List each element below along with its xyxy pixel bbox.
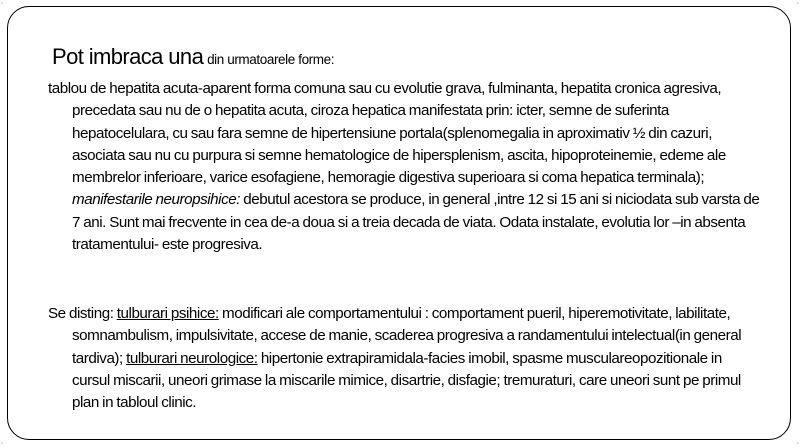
corner-mark-bottom-right: ◦ xyxy=(796,441,799,447)
paragraph-forms xyxy=(48,78,760,256)
psychic-disorders-text: modificari ale comportamentului : comportament pueril, hiperemotivitate, labilitate, somnambulism, impulsivitate, accese de manie, scaderea progresiva a randamentului intelectual(in general tardiva); xyxy=(72,305,742,367)
corner-mark-top-right: ◦ xyxy=(796,1,799,7)
corner-mark-bottom-left: ◦ xyxy=(1,441,4,447)
slide-title xyxy=(52,44,334,70)
psychic-disorders-label: tulburari psihice: xyxy=(116,305,219,322)
neuropsychic-label: manifestarile neuropsihice: xyxy=(72,191,241,209)
title-small-text: din urmatoarele forme: xyxy=(207,52,335,67)
corner-mark-top-left: ◦ xyxy=(1,1,4,7)
paragraph-symptoms-lead: Se disting: xyxy=(48,305,114,322)
neurological-disorders-label: tulburari neurologice: xyxy=(126,349,258,367)
paragraph-forms-lead: tablou de hepatita acuta-aparent forma comuna sau cu evolutie grava, fulminanta, hepatita cronica agresiva, precedata sau nu de o hepatita acuta, ciroza hepatica manifestata prin: icter, semne de suferinta hepatocelulara, cu sau fara semne de hipertensiune portala(splenomegalia in aproximativ ½ din cazuri, asociata sau nu cu purpura si semne hematologice de hipersplenism, ascita, hipoproteinemie, edeme ale membrelor inferioare, varice esofagiene, hemoragie digestiva superioara si coma hepatica terminala); xyxy=(48,80,726,187)
paragraph-forms-tail: debutul acestora se produce, in general ,intre 12 si 15 ani si niciodata sub varsta de 7 ani. Sunt mai frecvente in cea de-a doua si a treia decada de viata. Odata instalate, evolutia lor –in absenta tratamentului- este progresiva. xyxy=(72,191,760,254)
paragraph-symptoms xyxy=(48,303,760,414)
title-large-text: Pot imbraca una xyxy=(52,44,204,69)
neurological-disorders-text: hipertonie extrapiramidala-facies imobil, spasme musculareopozitionale in cursul miscarii, uneori grimase la miscarile mimice, disartrie, disfagie; tremuraturi, care uneori sunt pe primul plan in tabloul clinic. xyxy=(72,349,741,412)
